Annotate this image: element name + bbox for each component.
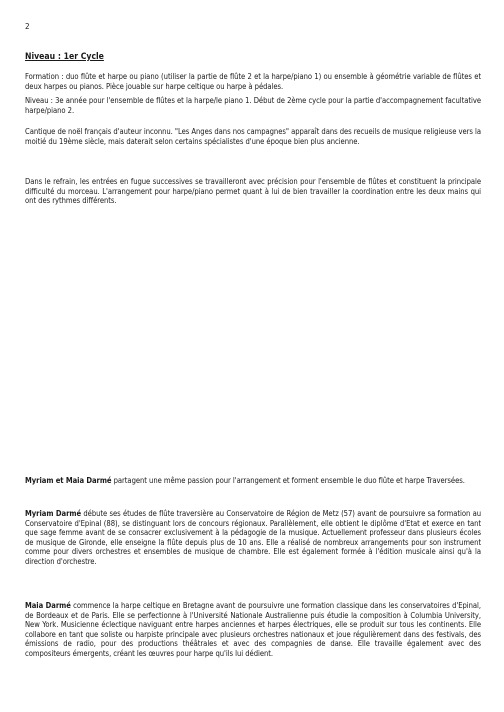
bio-myriam-text: débute ses études de flûte traversière au Conservatoire de Région de Metz (57) avant de poursuivre sa formation au Conservatoire d'Epinal (88), se distinguant lors de concours régionaux. Parallèlement, elle obtient le diplôme d'Etat et exerce en tant que sage femme avant de se consacrer exclusivement à la pédagogie de la musique. Actuellement professeur dans plusieurs écoles de musique de Gironde, elle enseigne la flûte depuis plus de 10 ans. Elle a réalisé de nombreux arrangements pour son instrument comme pour divers orchestres et ensembles de musique de chambre. Elle est également formée à l'édition musicale ainsi qu'à la direction d'orchestre. bbox=[25, 509, 482, 566]
formation-paragraph bbox=[25, 72, 481, 91]
page-number: 2 bbox=[25, 22, 30, 31]
cantique-text: Cantique de noël français d'auteur inconnu. "Les Anges dans nos campagnes" apparaît dans des recueils de musique religieuse vers la moitié du 19ème siècle, mais daterait selon certains spécialistes d'une époque bien plus ancienne. bbox=[25, 127, 481, 146]
level-detail-text: Niveau : 3e année pour l'ensemble de flûtes et la harpe/le piano 1. Début de 2ème cycle pour la partie d'accompagnement facultative harpe/piano 2. bbox=[25, 96, 481, 115]
level-detail-paragraph bbox=[25, 96, 481, 115]
refrain-paragraph bbox=[25, 177, 481, 206]
myriam-name: Myriam Darmé bbox=[25, 509, 82, 518]
level-heading: Niveau : 1er Cycle bbox=[25, 52, 104, 62]
maia-name: Maia Darmé bbox=[25, 601, 71, 610]
refrain-text: Dans le refrain, les entrées en fugue successives se travailleront avec précision pour l'ensemble de flûtes et constituent la principale difficulté du morceau. L'arrangement pour harpe/piano permet quant à lui de bien travailler la coordination entre les deux mains qui ont des rythmes différents. bbox=[25, 177, 481, 206]
cantique-paragraph bbox=[25, 127, 481, 146]
bio-maia-paragraph bbox=[25, 601, 481, 659]
duo-names: Myriam et Maia Darmé bbox=[25, 476, 112, 485]
bio-intro-text: partagent une même passion pour l'arrangement et forment ensemble le duo flûte et harpe Traversées. bbox=[111, 476, 465, 485]
bio-myriam-paragraph bbox=[25, 509, 481, 567]
formation-text: Formation : duo flûte et harpe ou piano (utiliser la partie de flûte 2 et la harpe/piano 1) ou ensemble à géométrie variable de flûtes et deux harpes ou pianos. Pièce jouable sur harpe celtique ou harpe à pédales. bbox=[25, 72, 481, 91]
bio-maia-text: commence la harpe celtique en Bretagne avant de poursuivre une formation classique dans les conservatoires d'Epinal, de Bordeaux et de Paris. Elle se perfectionne à l'Université Nationale Australienne puis étudie la composition à Columbia University, New York. Musicienne éclectique naviguant entre harpes anciennes et harpes électriques, elle se produit sur tous les continents. Elle collabore en tant que soliste ou harpiste principale avec plusieurs orchestres nationaux et joue régulièrement dans des festivals, des émissions de radio, pour des productions théâtrales et avec des compagnies de danse. Elle travaille également avec des compositeurs émergents, créant les œuvres pour harpe qu'ils lui dédient. bbox=[25, 601, 481, 658]
bio-intro-paragraph bbox=[25, 476, 481, 486]
